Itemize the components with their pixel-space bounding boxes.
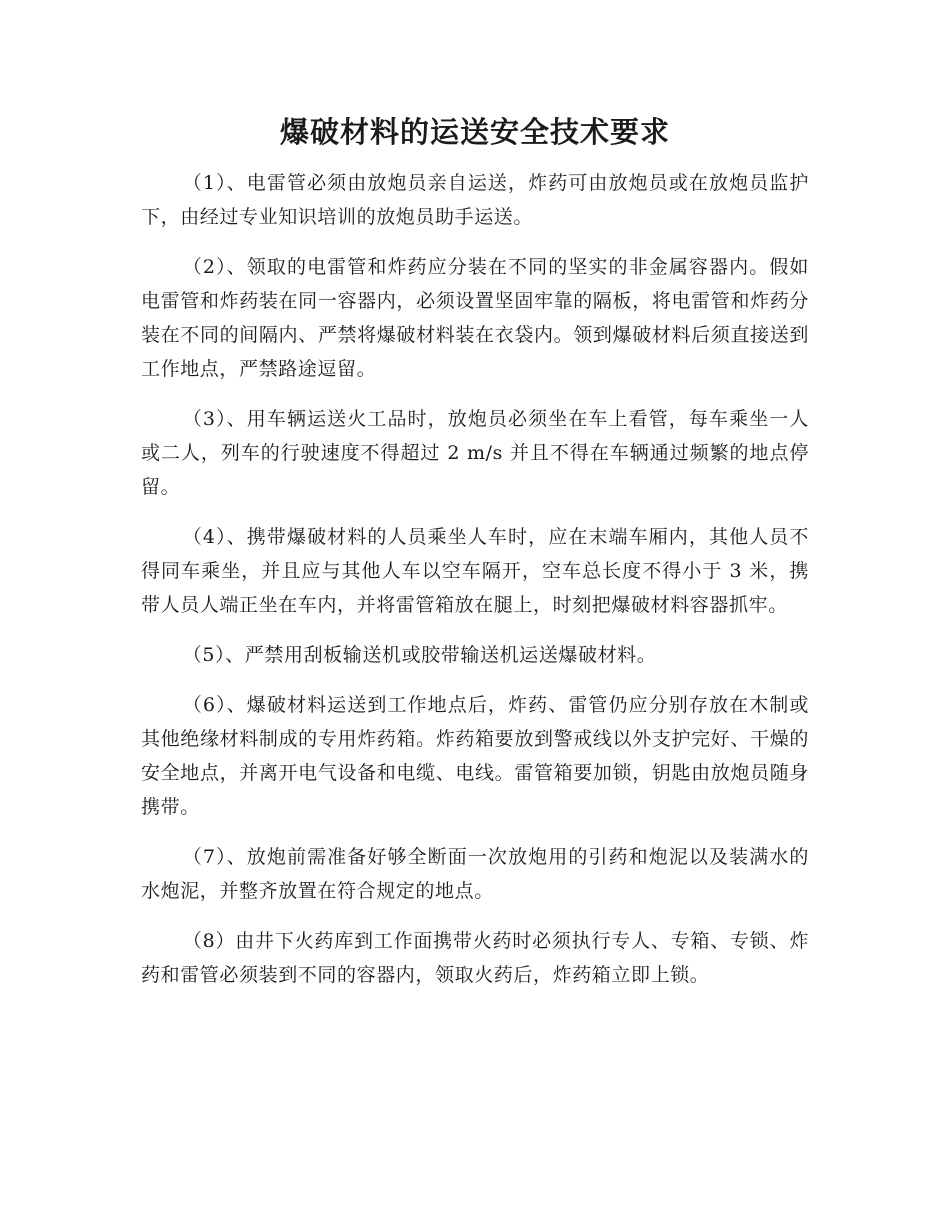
- paragraph-4: （4）、携带爆破材料的人员乘坐人车时，应在末端车厢内，其他人员不得同车乘坐，并且应与其他人车以空车隔开，空车总长度不得小于 3 米，携带人员人端正坐在车内，并将雷管箱放在腿上，时刻把爆破材料容器抓牢。: [141, 526, 809, 616]
- document-title: 爆破材料的运送安全技术要求: [279, 115, 670, 149]
- paragraph-6: （6）、爆破材料运送到工作地点后，炸药、雷管仍应分别存放在木制或其他绝缘材料制成的专用炸药箱。炸药箱要放到警戒线以外支护完好、干燥的安全地点，并离开电气设备和电缆、电线。雷管箱要加锁，钥匙由放炮员随身携带。: [141, 694, 809, 818]
- paragraph-8: （8）由井下火药库到工作面携带火药时必须执行专人、专箱、专锁、炸药和雷管必须装到不同的容器内，领取火药后，炸药箱立即上锁。: [141, 930, 809, 986]
- paragraph-3: （3）、用车辆运送火工品时，放炮员必须坐在车上看管，每车乘坐一人或二人，列车的行驶速度不得超过 2 m/s 并且不得在车辆通过频繁的地点停留。: [141, 408, 809, 498]
- paragraph-1: （1）、电雷管必须由放炮员亲自运送，炸药可由放炮员或在放炮员监护下，由经过专业知识培训的放炮员助手运送。: [141, 172, 809, 228]
- paragraph-5: （5）、严禁用刮板输送机或胶带输送机运送爆破材料。: [182, 644, 657, 666]
- paragraph-7: （7）、放炮前需准备好够全断面一次放炮用的引药和炮泥以及装满水的水炮泥，并整齐放置在符合规定的地点。: [141, 846, 809, 902]
- paragraph-2: （2）、领取的电雷管和炸药应分装在不同的坚实的非金属容器内。假如电雷管和炸药装在同一容器内，必须设置坚固牢靠的隔板，将电雷管和炸药分装在不同的间隔内、严禁将爆破材料装在衣袋内。领到爆破材料后须直接送到工作地点，严禁路途逗留。: [141, 256, 809, 380]
- document-body: [141, 166, 809, 1008]
